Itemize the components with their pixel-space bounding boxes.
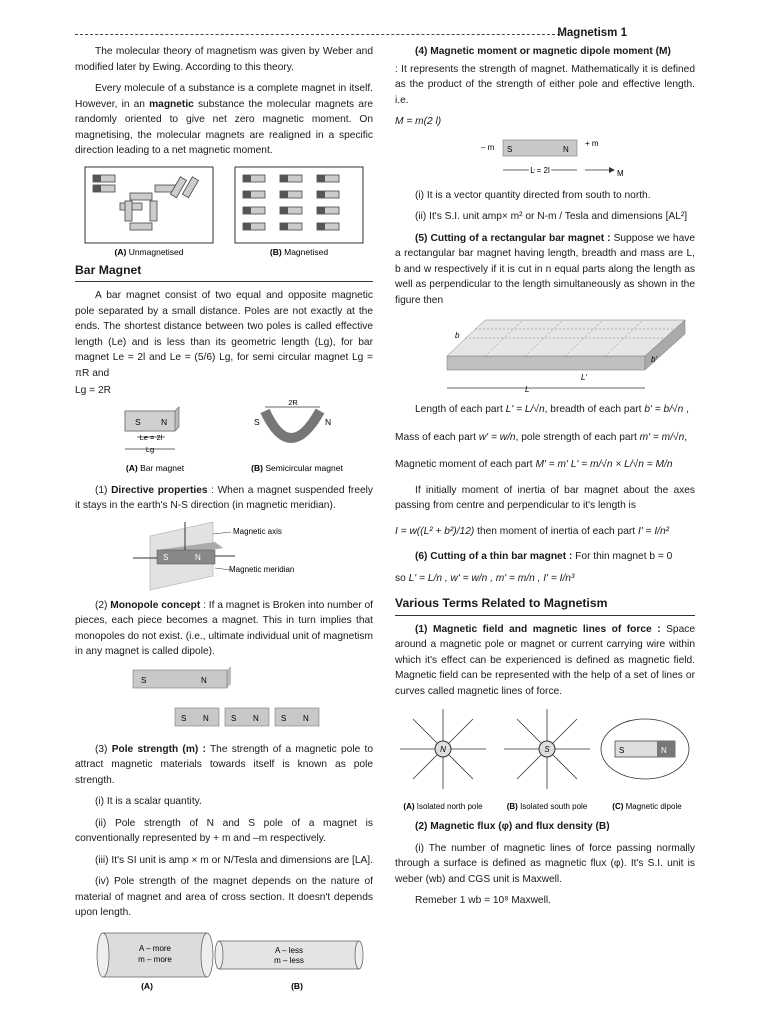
fig5-a-line1: A – more bbox=[138, 943, 172, 953]
pole-strength-ii: (ii) Pole strength of N and S pole of a magnet is conventionally represented by + m and –m respectively. bbox=[75, 817, 373, 844]
field-lines-figure bbox=[395, 705, 695, 811]
bar-and-semicircular-magnet-figure bbox=[75, 397, 373, 477]
cross-section-figure bbox=[75, 927, 373, 993]
fig5-b-line2: m – less bbox=[274, 955, 304, 965]
flux-remember: Remeber 1 wb = 10⁸ Maxwell. bbox=[415, 895, 551, 906]
inertia-paragraph: If initially moment of inertia of bar magnet about the axes passing from centre and perpendicular to it's length is bbox=[395, 484, 695, 511]
mm-length-label: L = 2l bbox=[530, 165, 550, 175]
field-caption-b: (B) Isolated south pole bbox=[506, 802, 588, 811]
fig2-n-label: N bbox=[161, 416, 168, 427]
page-header bbox=[75, 26, 695, 44]
left-column bbox=[75, 44, 373, 993]
inertia-formula: I = w((L² + b²)/12) then moment of inertia of each part I' = I/n² bbox=[395, 525, 670, 537]
fig2-2r-label: 2R bbox=[288, 397, 298, 407]
fig2-le-label: Le = 2l bbox=[139, 432, 163, 442]
fig3-n-label: N bbox=[195, 552, 201, 562]
cut-L-label: L bbox=[525, 385, 530, 394]
magnetic-meridian-figure bbox=[75, 520, 373, 592]
fig2-s-label: S bbox=[135, 416, 141, 427]
magnetic-field-paragraph: (1) Magnetic field and magnetic lines of force : Space around a magnetic pole or magnet or current carrying wire within which it's effect can be experienced is defined as magnetic field. Magnetic field can be represented with the help of a set of lines or curves called magnetic lines of force. bbox=[395, 623, 695, 697]
magnetic-moment-text: : It represents the strength of magnet. Mathematically it is defined as the product of the strength of either pole and effective length. i.e. bbox=[395, 63, 695, 106]
fig1-caption-b: (B) Magnetised bbox=[269, 246, 329, 257]
fig3-s-label: S bbox=[163, 552, 169, 562]
magnetic-moment-figure bbox=[395, 136, 695, 182]
fig5-b-line1: A – less bbox=[274, 945, 304, 955]
cut-b-label: b bbox=[455, 331, 460, 340]
header-rule bbox=[75, 34, 560, 35]
flux-title: (2) Magnetic flux (φ) and flux density (B) bbox=[415, 821, 610, 832]
directive-properties-paragraph: (1) Directive properties : When a magnet suspended freely it stays in the earth's N-S direction (in magnetic meridian). bbox=[75, 484, 374, 511]
pole-strength-i: (i) It is a scalar quantity. bbox=[95, 796, 202, 807]
right-column bbox=[395, 44, 695, 915]
fig5-caption-a: (A) bbox=[141, 980, 153, 991]
cut-magnet-figure bbox=[395, 314, 695, 394]
magnetic-moment-formula: M = m(2 l) bbox=[395, 116, 442, 127]
broken-magnet-figure bbox=[75, 666, 373, 736]
fig5-caption-b: (B) bbox=[291, 980, 303, 991]
magnetic-moment-title: (4) Magnetic moment or magnetic dipole moment (M) bbox=[415, 46, 671, 57]
pole-strength-paragraph: (3) Pole strength (m) : The strength of a magnetic pole to attract magnetic materials towards itself is known as pole strength. bbox=[75, 743, 373, 786]
cut-l-prime-label: L' bbox=[581, 373, 587, 382]
cutting-rectangular-paragraph: (5) Cutting of a rectangular bar magnet : Suppose we have a rectangular bar magnet having length, breadth and mass are L, b and w respectively if it is cut in n equal parts along the length as well as perpendicular to the length simultaneously as shown in the figure then bbox=[395, 232, 695, 306]
fig2-semi-s-label: S bbox=[254, 416, 260, 427]
south-pole-label: S bbox=[544, 745, 550, 754]
fig2-caption-b: (B) Semicircular magnet bbox=[251, 462, 343, 473]
mm-n-label: N bbox=[563, 144, 569, 154]
bar-magnet-heading: Bar Magnet bbox=[75, 263, 373, 283]
dipole-n-label: N bbox=[661, 746, 667, 755]
monopole-concept-paragraph: (2) Monopole concept : If a magnet is Broken into number of pieces, each piece becomes a magnet. This in turn implies that monopoles do not exist. (i.e., ultimate individual unit of magnetism in any magnet is called dipole). bbox=[75, 599, 373, 657]
fig2-lg-label: Lg bbox=[145, 444, 155, 454]
piece3-n: N bbox=[303, 713, 309, 723]
field-caption-a: (A) Isolated north pole bbox=[403, 802, 483, 811]
flux-paragraph: (i) The number of magnetic lines of force passing normally through a surface is defined as magnetic flux (φ). It's S.I. unit is weber (wb) and CGS unit is Maxwell. bbox=[395, 842, 695, 885]
length-part-formula: Length of each part L' = L/√n, breadth of each part b' = b/√n , bbox=[415, 404, 689, 415]
mm-minus-label: – m bbox=[481, 142, 495, 152]
moment-part-formula: Magnetic moment of each part M' = m' L' = m/√n × L/√n = M/n bbox=[395, 459, 673, 470]
bar-magnet-paragraph: A bar magnet consist of two equal and opposite magnetic pole separated by a small distance. Poles are not exactly at the ends. The shortest distance between two poles is called effective length (Le) and is less than its geometric length (Lg), for bar magnet Le = 2l and Le = (5/6) Lg, for semi circular magnet Lg = πR and bbox=[75, 290, 373, 379]
mm-s-label: S bbox=[507, 144, 513, 154]
fig4-s-label: S bbox=[141, 675, 147, 685]
fig1-caption-a: (A) Unmagnetised bbox=[114, 246, 184, 257]
fig3-axis-label: Magnetic axis bbox=[233, 526, 282, 536]
fig2-semi-n-label: N bbox=[325, 416, 332, 427]
piece3-s: S bbox=[281, 713, 287, 723]
bar-magnet-paragraph-end: Lg = 2R bbox=[75, 385, 111, 396]
fig5-a-line2: m – more bbox=[138, 954, 172, 964]
thin-magnet-paragraph: (6) Cutting of a thin bar magnet : For thin magnet b = 0 bbox=[415, 551, 673, 562]
molecular-magnets-figure bbox=[75, 165, 373, 257]
magnetic-moment-ii: (ii) It's S.I. unit amp× m² or N-m / Tesla and dimensions [AL²] bbox=[415, 211, 688, 222]
fig2-caption-a: (A) Bar magnet bbox=[125, 462, 185, 473]
piece2-s: S bbox=[231, 713, 237, 723]
intro-paragraph: The molecular theory of magnetism was given by Weber and modified later by Ewing. According to this theory. bbox=[75, 46, 373, 73]
fig4-n-label: N bbox=[201, 675, 207, 685]
page-title: Magnetism 1 bbox=[557, 27, 627, 39]
molecule-paragraph: Every molecule of a substance is a complete magnet in itself. However, in an magnetic substance the molecular magnets are randomly oriented to give net zero magnetic moment. On magnetising, the molecular magnets are realigned in a specific direction leading to a net magnetic moment. bbox=[75, 83, 373, 156]
thin-magnet-formula: so L' = L/n , w' = w/n , m' = m/n , I' = I/n³ bbox=[395, 572, 575, 584]
north-pole-label: N bbox=[440, 745, 446, 754]
piece1-n: N bbox=[203, 713, 209, 723]
field-caption-c: (C) Magnetic dipole bbox=[612, 802, 682, 811]
cut-b-prime-label: b' bbox=[651, 355, 657, 364]
fig3-meridian-label: Magnetic meridian bbox=[229, 564, 295, 574]
piece1-s: S bbox=[181, 713, 187, 723]
dipole-s-label: S bbox=[619, 746, 625, 755]
various-terms-heading: Various Terms Related to Magnetism bbox=[395, 596, 695, 616]
mm-vector-label: M bbox=[617, 168, 624, 178]
pole-strength-iii: (iii) It's SI unit is amp × m or N/Tesla and dimensions are [LA]. bbox=[95, 854, 373, 866]
piece2-n: N bbox=[253, 713, 259, 723]
mm-plus-label: + m bbox=[585, 138, 599, 148]
magnetic-moment-i: (i) It is a vector quantity directed from south to north. bbox=[415, 189, 651, 201]
mass-part-formula: Mass of each part w' = w/n, pole strength of each part m' = m/√n, bbox=[395, 431, 688, 443]
pole-strength-iv: (iv) Pole strength of the magnet depends on the nature of material of magnet and area of cross section. It doesn't depends upon length. bbox=[75, 876, 373, 918]
